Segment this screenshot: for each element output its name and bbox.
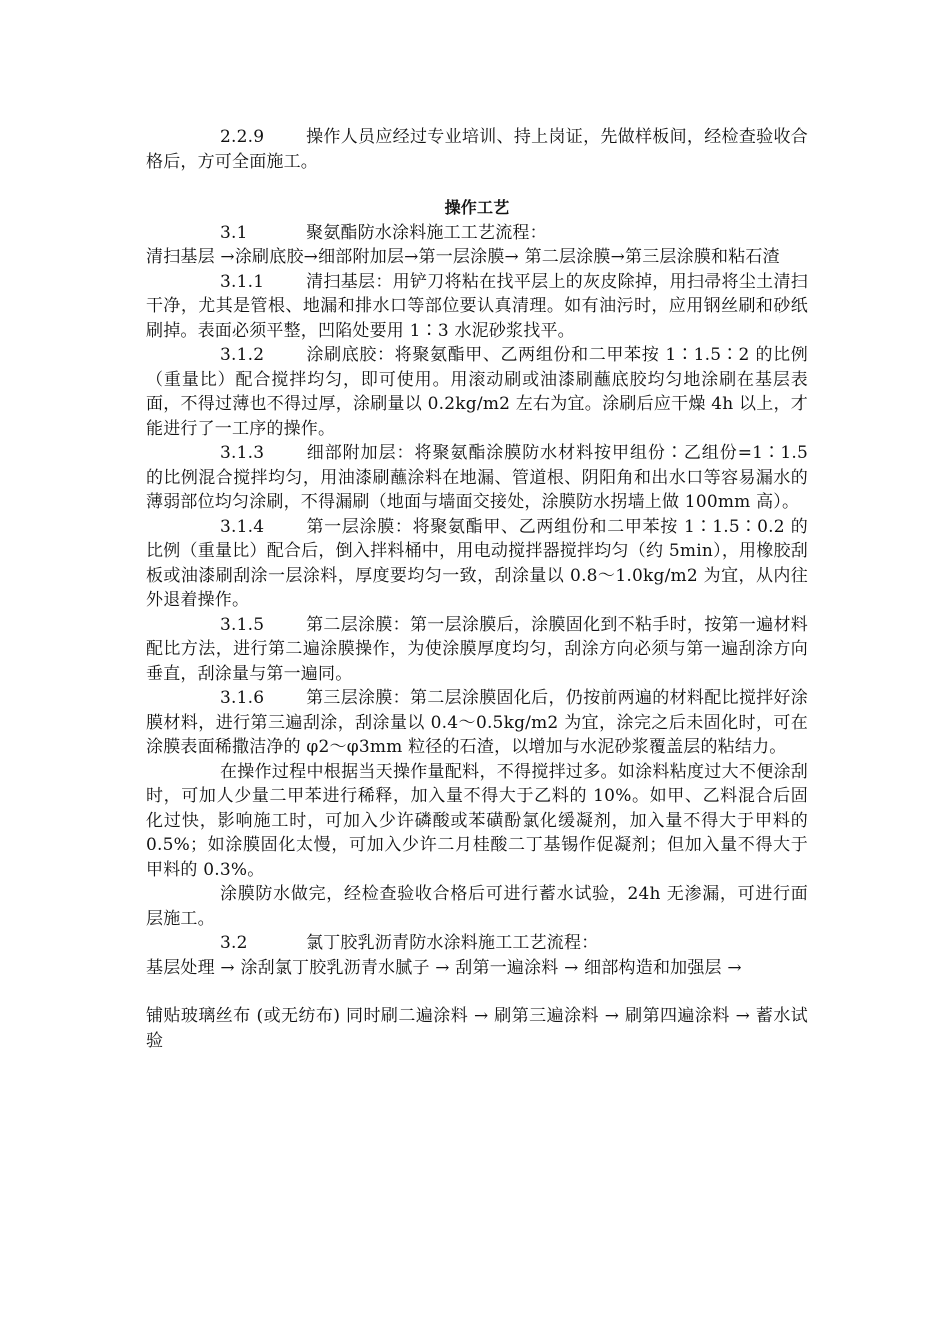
paragraph-text: 第三层涂膜：第二层涂膜固化后，仍按前两遍的材料配比搅拌好涂膜材料，进行第三遍刮涂，刮涂量以 0.4～0.5kg/m2 为宜，涂完之后未固化时，可在涂膜表面稀撒洁净的 φ2～φ3mm 粒径的石渣，以增加与水泥砂浆覆盖层的粘结力。 [146,688,808,757]
paragraph-text: 第二层涂膜：第一层涂膜后，涂膜固化到不粘手时，按第一遍材料配比方法，进行第二遍涂膜操作，为使涂膜厚度均匀，刮涂方向必须与第一遍刮涂方向垂直，刮涂量与第一遍同。 [146,614,808,684]
section-number: 3.1 [220,222,248,243]
process-flow-1: 清扫基层 →涂刷底胶→细部附加层→第一层涂膜→ 第二层涂膜→第三层涂膜和粘石渣 [146,247,780,267]
process-flow-2-part-1: 基层处理 → 涂刮氯丁胶乳沥青水腻子 → 刮第一遍涂料 → 细部构造和加强层 → [146,957,742,978]
paragraph-3-1-2 [146,343,808,441]
paragraph-3-1-4 [146,515,808,613]
spacer [146,980,808,1004]
paragraph-3-1-1 [146,270,808,344]
section-number: 3.1.6 [220,688,265,708]
paragraph-3-1 [146,221,808,246]
paragraph-2-2-9 [146,125,808,174]
paragraph-text: 涂刷底胶：将聚氨酯甲、乙两组份和二甲苯按 1∶1.5∶2 的比例（重量比）配合搅拌均匀，即可使用。用滚动刷或油漆刷蘸底胶均匀地涂刷在基层表面，不得过薄也不得过厚，涂刷量以 0.2kg/m2 左右为宜。涂刷后应干燥 4h 以上，才能进行了一工序的操作。 [146,345,808,439]
paragraph-text: 第一层涂膜：将聚氨酯甲、乙两组份和二甲苯按 1∶1.5∶0.2 的比例（重量比）配合后，倒入拌料桶中，用电动搅拌器搅拌均匀（约 5min），用橡胶刮板或油漆刷刮涂一层涂料，厚度要均匀一致，刮涂量以 0.8～1.0kg/m2 为宜，从内往外退着操作。 [146,516,808,610]
document-body [146,125,808,1053]
paragraph-3-1-6 [146,686,808,760]
paragraph-text: 操作人员应经过专业培训、持上岗证，先做样板间，经检查验收合格后，方可全面施工。 [146,127,808,172]
section-number: 3.1.3 [220,443,265,463]
paragraph-water-test: 涂膜防水做完，经检查验收合格后可进行蓄水试验，24h 无渗漏，可进行面层施工。 [146,884,808,929]
section-number: 3.1.1 [220,271,265,292]
section-title: 操作工艺 [444,198,510,217]
paragraph-mixing-notes: 在操作过程中根据当天操作量配料，不得搅拌过多。如涂料粘度过大不便涂刮时，可加人少量二甲苯进行稀释，加入量不得大于乙料的 10%。如甲、乙料混合后固化过快，影响施工时，可加入少许磷酸或苯磺酚氯化缓凝剂，加入量不得大于甲料的 0.5%；如涂膜固化太慢，可加入少许二月桂酸二丁基锡作促凝剂；但加入量不得大于甲料的 0.3%。 [146,761,808,880]
section-number: 3.1.4 [220,516,265,537]
section-number: 2.2.9 [220,127,265,147]
paragraph-3-2 [146,931,808,956]
section-number: 3.1.2 [220,345,265,365]
section-number: 3.2 [220,933,248,953]
paragraph-3-1-5 [146,613,808,687]
paragraph-text: 清扫基层：用铲刀将粘在找平层上的灰皮除掉，用扫帚将尘土清扫干净，尤其是管根、地漏和排水口等部位要认真清理。如有油污时，应用钢丝刷和砂纸刷掉。表面必须平整，凹陷处要用 1∶3 水泥砂浆找平。 [146,271,808,341]
process-flow-2-part-2: 铺贴玻璃丝布 (或无纺布) 同时刷二遍涂料 → 刷第三遍涂料 → 刷第四遍涂料 → 蓄水试验 [146,1006,808,1051]
paragraph-text: 细部附加层：将聚氨酯涂膜防水材料按甲组份∶乙组份=1∶1.5 的比例混合搅拌均匀，用油漆刷蘸涂料在地漏、管道根、阴阳角和出水口等容易漏水的薄弱部位均匀涂刷，不得漏刷（地面与墙面交接处，涂膜防水拐墙上做 100mm 高）。 [146,443,808,512]
section-number: 3.1.5 [220,614,265,635]
paragraph-text: 氯丁胶乳沥青防水涂料施工工艺流程： [306,933,599,953]
paragraph-3-1-3 [146,441,808,515]
paragraph-text: 聚氨酯防水涂料施工工艺流程： [306,222,547,243]
spacer [146,174,808,196]
